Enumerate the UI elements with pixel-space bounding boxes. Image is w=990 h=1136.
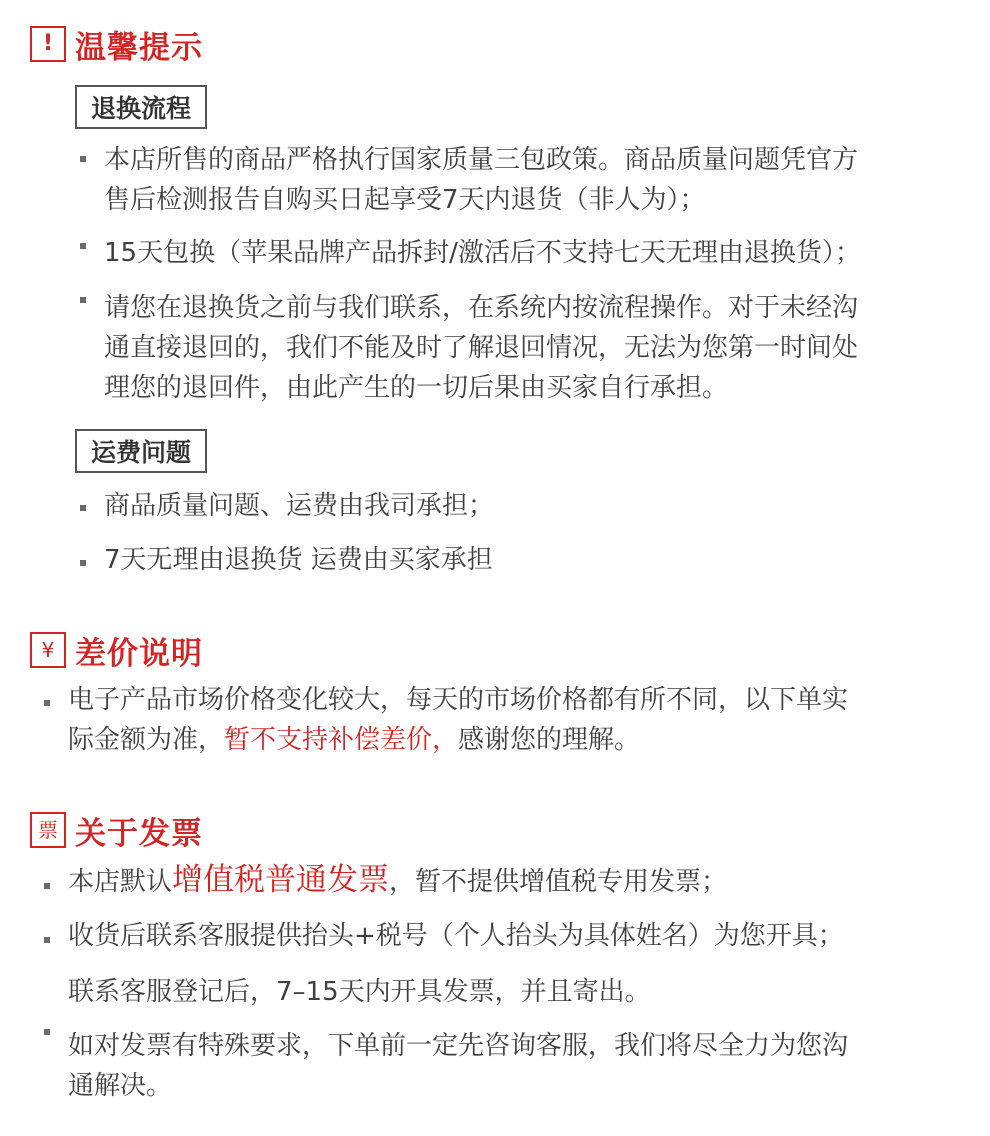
returns-item-2: 15天包换（苹果品牌产品拆封/激活后不支持七天无理由退换货）； [104,238,861,268]
shipping-label: 运费问题 [75,429,207,473]
bullet-icon [80,505,86,511]
bullet-icon [80,297,86,303]
bullet-icon [80,243,86,249]
returns-item-1-line-1: 本店所售的商品严格执行国家质量三包政策。商品质量问题凭官方 [104,145,859,175]
price-diff-line-1: 电子产品市场价格变化较大，每天的市场价格都有所不同，以下单实 [68,685,849,715]
invoice-item-2: 收货后联系客服提供抬头+税号（个人抬头为具体姓名）为您开具； [68,921,844,951]
bullet-icon [80,156,86,162]
tips-title: 温馨提示 [75,29,203,66]
bullet-icon [44,883,50,889]
invoice-item-4-line-1: 如对发票有特殊要求，下单前一定先咨询客服，我们将尽全力为您沟 [68,1031,849,1061]
vat-normal-invoice-highlight: 增值税普通发票 [172,862,390,898]
yen-icon: ¥ [30,632,66,668]
returns-process-label: 退换流程 [75,85,207,129]
bullet-icon [80,560,86,566]
invoice-item-1 [68,860,727,902]
bullet-icon [44,700,50,706]
returns-item-1-line-2: 售后检测报告自购买日起享受7天内退货（非人为）； [104,185,706,215]
bullet-icon [44,937,50,943]
invoice-section-header [30,810,203,850]
invoice-item-3: 联系客服登记后，7–15天内开具发票，并且寄出。 [68,977,651,1007]
price-diff-line-2 [68,720,640,760]
invoice-ticket-icon: 票 [30,812,66,848]
price-diff-section-header [30,630,203,670]
shipping-item-2: 7天无理由退换货 运费由买家承担 [104,545,493,575]
invoice-item-4-line-2: 通解决。 [68,1071,173,1101]
returns-item-3-line-2: 通直接退回的，我们不能及时了解退回情况，无法为您第一时间处 [104,333,859,363]
price-diff-title: 差价说明 [75,635,203,672]
no-compensation-highlight: 暂不支持补偿差价， [224,725,459,755]
returns-item-3-line-3: 理您的退回件，由此产生的一切后果由买家自行承担。 [104,373,729,403]
invoice-title: 关于发票 [75,815,203,852]
invoice-item-1-text-a: 本店默认 [68,867,173,897]
shipping-item-1: 商品质量问题、运费由我司承担； [104,491,495,521]
invoice-item-1-text-b: ，暂不提供增值税专用发票； [389,867,728,897]
price-diff-text-a: 际金额为准， [68,725,225,755]
exclamation-icon: ! [30,26,66,62]
bullet-icon [44,1029,50,1035]
price-diff-text-b: 感谢您的理解。 [458,725,641,755]
returns-item-3-line-1: 请您在退换货之前与我们联系，在系统内按流程操作。对于未经沟 [104,293,859,323]
tips-section-header [30,24,203,64]
